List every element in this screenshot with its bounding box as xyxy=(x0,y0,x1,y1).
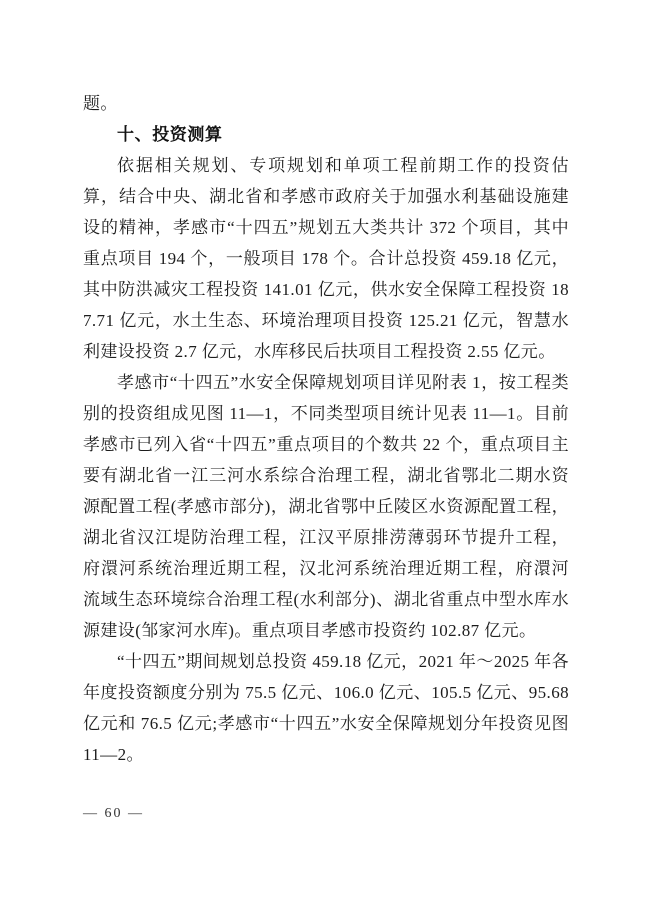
paragraph-annual-investment: “十四五”期间规划总投资 459.18 亿元，2021 年～2025 年各年度投资额度分别为 75.5 亿元、106.0 亿元、105.5 亿元、95.68 亿元和 76.5 亿元;孝感市“十四五”水安全保障规划分年投资见图 11—2。 xyxy=(83,652,569,764)
paragraph-continuation: 题。 xyxy=(83,94,118,113)
paragraph-key-projects: 孝感市“十四五”水安全保障规划项目详见附表 1，按工程类别的投资组成见图 11—1，不同类型项目统计见表 11—1。目前孝感市已列入省“十四五”重点项目的个数共 22 个，重点项目主要有湖北省一江三河水系综合治理工程，湖北省鄂北二期水资源配置工程(孝感市部分)，湖北省鄂中丘陵区水资源配置工程，湖北省汉江堤防治理工程，江汉平原排涝薄弱环节提升工程，府澴河系统治理近期工程，汉北河系统治理近期工程，府澴河流域生态环境综合治理工程(水利部分)、湖北省重点中型水库水源建设(邹家河水库)。重点项目孝感市投资约 102.87 亿元。 xyxy=(83,373,569,640)
page-number: — 60 — xyxy=(83,806,144,821)
document-body xyxy=(83,88,569,770)
paragraph-investment-summary: 依据相关规划、专项规划和单项工程前期工作的投资估算，结合中央、湖北省和孝感市政府关于加强水利基础设施建设的精神，孝感市“十四五”规划五大类共计 372 个项目，其中重点项目 194 个，一般项目 178 个。合计总投资 459.18 亿元，其中防洪减灾工程投资 141.01 亿元，供水安全保障工程投资 187.71 亿元，水土生态、环境治理项目投资 125.21 亿元，智慧水利建设投资 2.7 亿元，水库移民后扶项目工程投资 2.55 亿元。 xyxy=(83,156,569,361)
section-heading: 十、投资测算 xyxy=(117,125,223,144)
